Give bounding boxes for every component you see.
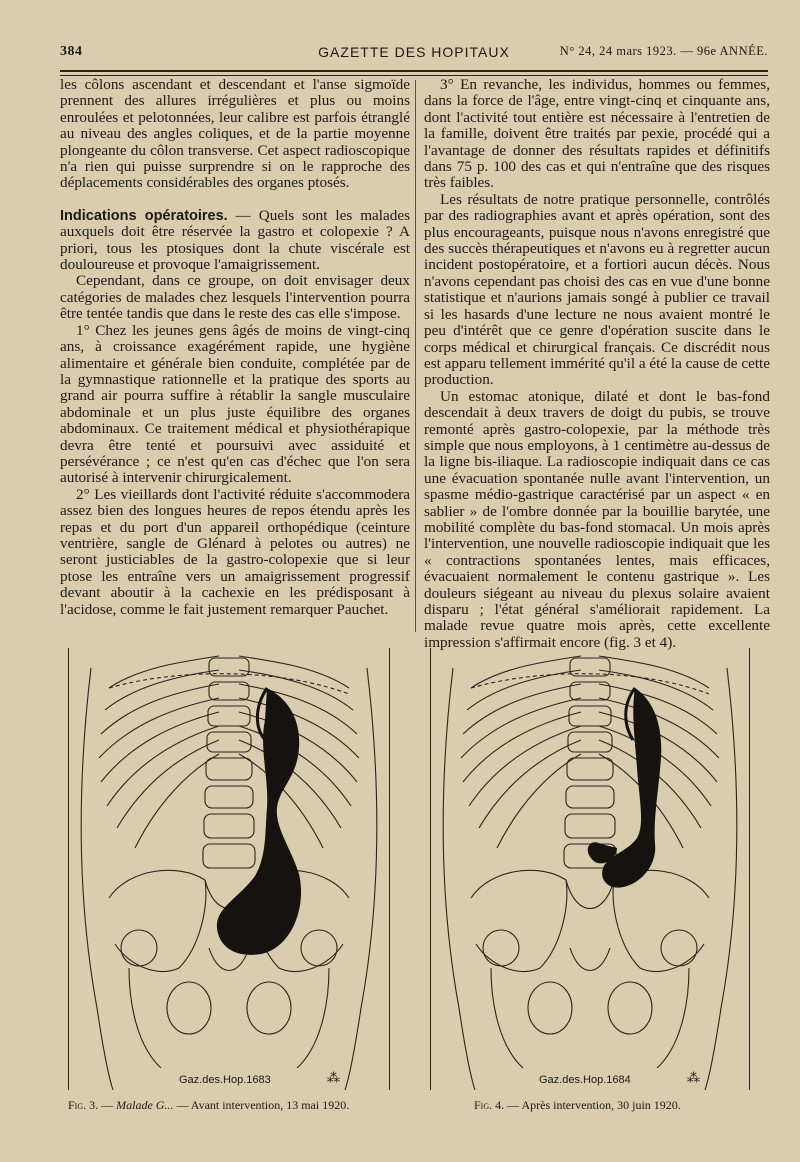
paragraph: 3° En revanche, les individus, hommes ou femmes, dans la force de l'âge, entre vingt-cinq et cinquante ans, dont l'activité tout entière est nécessaire à l'entretien de la famille, doivent être traités par pexie, procédé qui a l'avantage de donner des résultats rapides et définitifs dans 75 p. 100 des cas et qui n'entraîne que des risques très faibles.	[424, 76, 770, 192]
figure-label: Fig. 3.	[68, 1098, 99, 1112]
left-column	[60, 77, 410, 618]
figure-3-caption: Fig. 3. — Malade G... — Avant intervention, 13 mai 1920.	[68, 1098, 350, 1112]
paragraph: Cependant, dans ce groupe, on doit envisager deux catégories de malades chez lesquels l'intervention pourra être tentée tandis que dans le reste des cas elle s'impose.	[60, 272, 410, 323]
engraver-mark-icon: ⁂	[687, 1070, 700, 1085]
header-rule	[60, 70, 768, 72]
right-column	[424, 77, 770, 651]
caption-text: — Avant intervention, 13 mai 1920.	[173, 1098, 350, 1112]
figure-3-radiograph-drawing	[68, 648, 390, 1090]
section-heading: Indications opératoires.	[60, 207, 228, 224]
page-number: 384	[60, 44, 83, 59]
figure-3-illustration	[69, 648, 389, 1090]
column-divider	[415, 80, 416, 632]
paragraph: Un estomac atonique, dilaté et dont le bas-fond descendait à deux travers de doigt du pubis, se trouve remonté après gastro-colopexie, par la méthode très simple que nous employons, à 1 centimètre au-dessus de la ligne bis-iliaque. La radioscopie indiquait dans ce cas une évacuation spontanée nulle avant l'intervention, un spasme médio-gastrique caractérisé par un aspect « en sablier » de l'ombre donnée par la bouillie barytée, une mobilité complète du bas-fond stomacal. Un mois après l'intervention, une nouvelle radioscopie indiquait que les « contractions spontanées lentes, mais efficaces, évacuaient normalement le contenu gastrique ». Les douleurs siégeant au niveau du plexus solaire avaient disparu ; l'état général s'améliorait rapidement. La malade revue quatre mois après, cette excellente impression s'affirmait encore (fig. 3 et 4).	[424, 387, 770, 651]
paragraph: Les résultats de notre pratique personnelle, contrôlés par des radiographies avant et après opération, sont des plus encourageants, puisque nous n'avons enregistré que des succès thérapeutiques et n'avons eu à regretter aucun incident postopératoire, et a fortiori aucun décès. Nous n'avons cependant pas choisi des cas en vue d'une bonne statistique et n'aurions jamais songé à publier ce travail si les hasards d'une lecture ne nous avaient montré le peu d'intérêt que ce genre d'opération suscite dans le corps médical et chirurgical français. Ce discrédit nous est apparu tellement immérité qu'il a été la cause de cette production.	[424, 190, 770, 389]
caption-text: — Après intervention, 30 juin 1920.	[504, 1098, 681, 1112]
engraver-mark-icon: ⁂	[327, 1070, 340, 1085]
journal-title: GAZETTE DES HOPITAUX	[318, 44, 510, 60]
paragraph: 1° Chez les jeunes gens âgés de moins de vingt-cinq ans, à croissance exagérément rapide, une hygiène alimentaire et générale bien conduite, complétée par de la gymnastique rationnelle et la pratique des sports au grand air pourra suffire à rétablir la sangle musculaire abdominale et un plus juste équilibre des organes abdominaux. Ce traitement médical et physiothérapique devra être tenté et poursuivi avec assiduité et persévérance ; ce n'est qu'en cas d'échec que l'on sera autorisé à intervenir chirurgicalement.	[60, 321, 410, 487]
running-header	[60, 44, 768, 66]
paragraph-indications	[60, 208, 410, 274]
figure-4-illustration	[431, 648, 749, 1090]
figure-4-radiograph-drawing	[430, 648, 750, 1090]
paragraph: les côlons ascendant et descendant et l'anse sigmoïde prennent des allures irrégulières et plus ou moins enroulées et pelotonnées, leur calibre est parfois étranglé au niveau des angles coliques, et de la partie moyenne plongeante du côlon transverse. Cet aspect radioscopique n'a rien qui puisse surprendre si on le rapproche des déplacements considérables des organes ptosés.	[60, 76, 410, 192]
issue-info: N° 24, 24 mars 1923. — 96e ANNÉE.	[559, 44, 768, 58]
patient-name: Malade G...	[116, 1098, 174, 1112]
figure-credit: Gaz.des.Hop.1684	[539, 1074, 631, 1086]
paragraph: 2° Les vieillards dont l'activité réduite s'accommodera assez bien des longues heures de repos étendu après les repas et du port d'un appareil orthopédique (ceinture ventrière, sangle de Glénard à pelotes ou autres) ne seront justiciables de la gastro-colopexie que si leur ptose les entraîne vers un amaigrissement progressif devant aboutir à la cachexie en les prédisposant à l'acidose, comme le fait justement remarquer Pauchet.	[60, 485, 410, 618]
figure-4-caption	[474, 1098, 681, 1113]
figure-label: Fig. 4.	[474, 1098, 505, 1112]
figure-credit: Gaz.des.Hop.1683	[179, 1074, 271, 1086]
paragraph-text: — Quels sont les malades auxquels doit être réservée la gastro et colopexie ? A priori, tous les ptosiques dont la chute viscérale est douloureuse et provoque l'amaigrissement.	[60, 206, 410, 274]
